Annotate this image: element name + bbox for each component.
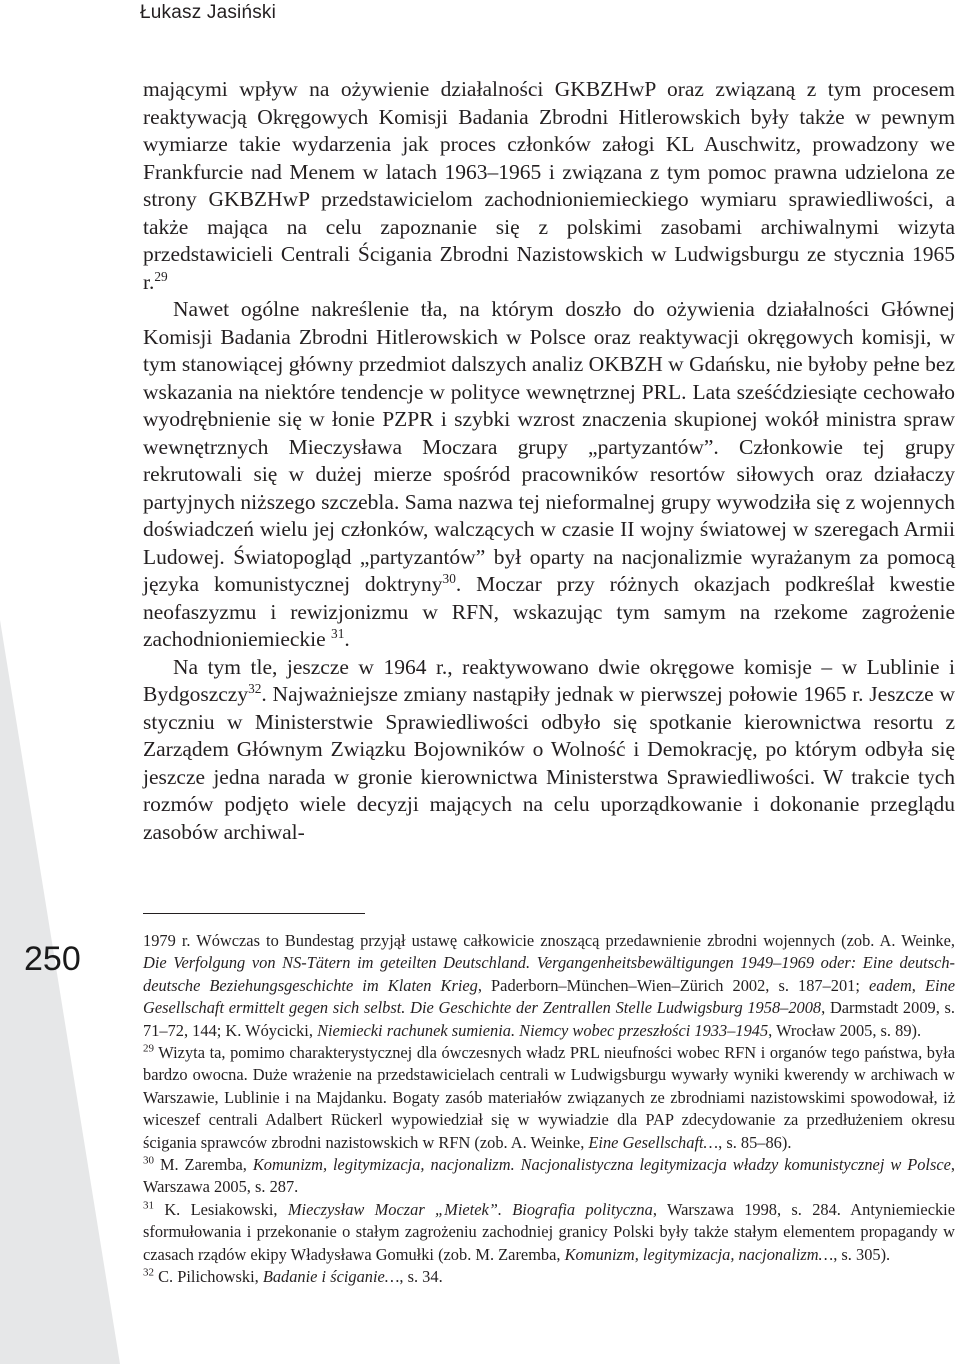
footnote-number: 32 (143, 1266, 154, 1279)
footnote-number: 30 (143, 1154, 154, 1167)
running-head-author: Łukasz Jasiński (140, 2, 277, 23)
footnote-ref[interactable]: 30 (442, 570, 456, 586)
paragraph-text: Nawet ogólne nakreślenie tła, na którym doszło do ożywienia działalności Głównej Komisji Badania Zbrodni Hitlerowskich w Polsce oraz reaktywacji okręgowych komisji, w tym stanowiącej główny przedmiot dalszych analiz OKBZH w Gdańsku, nie byłoby pełne bez wskazania na niektóre tendencje w polityce wewnętrznej PRL. Lata sześćdziesiąte cechowało wyodrębnienie się w łonie PZPR i szybki wzrost znaczenia skupionej wokół ministra spraw wewnętrznych Mieczysława Moczara grupy „partyzantów”. Członkowie tej grupy rekrutowali się w dużej mierze spośród pracowników resortów siłowych oraz działaczy partyjnych niższego szczebla. Sama nazwa tej nieformalnej grupy wywodziła się z wojennych doświadczeń wielu jej członków, walczących w czasie II wojny światowej w szeregach Armii Ludowej. Światopogląd „partyzantów” był oparty na nacjonalizmie wyrażanym za pomocą języka komunistycznej doktryny (143, 297, 955, 596)
footnote-number: 31 (143, 1199, 154, 1212)
footnote-ref[interactable]: 32 (248, 680, 262, 696)
footnote-30: $^{30}$ M. Zaremba, Komunizm, legitymizacja, nacjonalizm. Nacjonalistyczna legitymizacja władzy komunistycznej w Polsce, Warszawa 2005, s. 287. (143, 1154, 956, 1197)
footnote-separator (143, 913, 365, 914)
footnote-continuation: 1979 r. Wówczas to Bundestag przyjął ustawę całkowicie znoszącą przedawnienie zbrodni wojennych (zob. A. Weinke, Die Verfolgung von NS-Tätern im geteilten Deutschland. Vergangenheitsbewältigungen 1949–1969 oder: Eine deutsch-deutsche Beziehungsgeschichte im Klaten Krieg, Paderborn–München–Wien–Zürich 2002, s. 187–201; eadem, Eine Gesellschaft ermittelt gegen sich selbst. Die Geschichte der Zentrallen Stelle Ludwigsburg 1958–2008, Darmstadt 2009, s. 71–72, 144; K. Wóycicki, Niemiecki rachunek sumienia. Niemcy wobec przeszłości 1933–1945, Wrocław 2005, s. 89). (143, 931, 956, 1040)
footnote-31: $^{31}$ K. Lesiakowski, Mieczysław Moczar „Mietek”. Biografia polityczna, Warszawa 1998, s. 284. Antyniemieckie sformułowania i przekonanie o stałym zagrożeniu zachodniej granicy Polski były także stałym elementem propagandy w czasach rządów ekipy Władysława Gomułki (zob. M. Zaremba, Komunizm, legitymizacja, nacjonalizm…, s. 305). (143, 1199, 955, 1264)
paragraph (143, 296, 955, 654)
main-text (143, 76, 955, 846)
paragraph (143, 76, 955, 296)
paragraph-text: Na tym tle, jeszcze w 1964 r., reaktywowano dwie okręgowe komisje – w Lublinie i Bydgoszczy (143, 654, 955, 706)
page-corner-triangle (0, 620, 120, 1364)
footnote-number: 29 (143, 1042, 154, 1055)
paragraph (143, 654, 955, 847)
page-number: 250 (24, 940, 81, 978)
paragraph-text: . (344, 627, 350, 651)
paragraph-text: . Moczar przy różnych okazjach podkreślał kwestie neofaszyzmu i rewizjonizmu w RFN, wskazując tym samym na rzekome zagrożenie zachodnioniemieckie (143, 572, 955, 651)
paragraph-text: mającymi wpływ na ożywienie działalności GKBZHwP oraz związaną z tym procesem reaktywacją Okręgowych Komisji Badania Zbrodni Hitlerowskich były także w pewnym wymiarze takie wydarzenia jak proces członków załogi KL Auschwitz, prowadzony we Frankfurcie nad Menem w latach 1963–1965 i związana z tym pomoc prawna udzielona ze strony GKBZHwP przedstawicielom zachodnioniemieckiego wymiaru sprawiedliwości, a także mająca na celu zapoznanie się z polskimi zasobami archiwalnymi wizyta przedstawicieli Centrali Ścigania Zbrodni Nazistowskich w Ludwigsburgu ze stycznia 1965 r. (143, 77, 955, 294)
paragraph-text: . Najważniejsze zmiany nastąpiły jednak w pierwszej połowie 1965 r. Jeszcze w styczniu w Ministerstwie Sprawiedliwości odbyło się spotkanie kierownictwa resortu z Zarządem Głównym Związku Bojowników o Wolność i Demokrację, po którym odbyła się jeszcze jedna narada w gronie kierownictwa Ministerstwa Sprawiedliwości. W trakcie tych rozmów podjęto wiele decyzji mających na celu uporządkowanie i dokonanie przeglądu zasobów archiwal- (143, 682, 955, 844)
footnote-29: $^{29}$ Wizyta ta, pomimo charakterystycznej dla ówczesnych władz PRL nieufności wobec RFN i organów tego państwa, była bardzo owocna. Duże wrażenie na przedstawicielach centrali w Ludwigsburgu wywarły wyniki kwerendy w archiwach w Warszawie, Lublinie i na Majdanku. Bogaty zasób materiałów związanych ze zbrodniami nazistowskimi spowodował, iż wiceszef centrali Adalbert Rückerl wypowiedział się w wywiadzie dla PAP zdecydowanie za przedłużeniem okresu ścigania sprawców zbrodni nazistowskich w RFN (zob. A. Weinke, Eine Gesellschaft…, s. 85–86). (143, 1042, 955, 1152)
footnote-32: $^{32}$ C. Pilichowski, Badanie i ściganie…, s. 34. (143, 1266, 443, 1287)
footnotes (143, 930, 955, 1289)
footnote-ref[interactable]: 31 (331, 625, 345, 641)
footnote-ref[interactable]: 29 (154, 268, 168, 284)
